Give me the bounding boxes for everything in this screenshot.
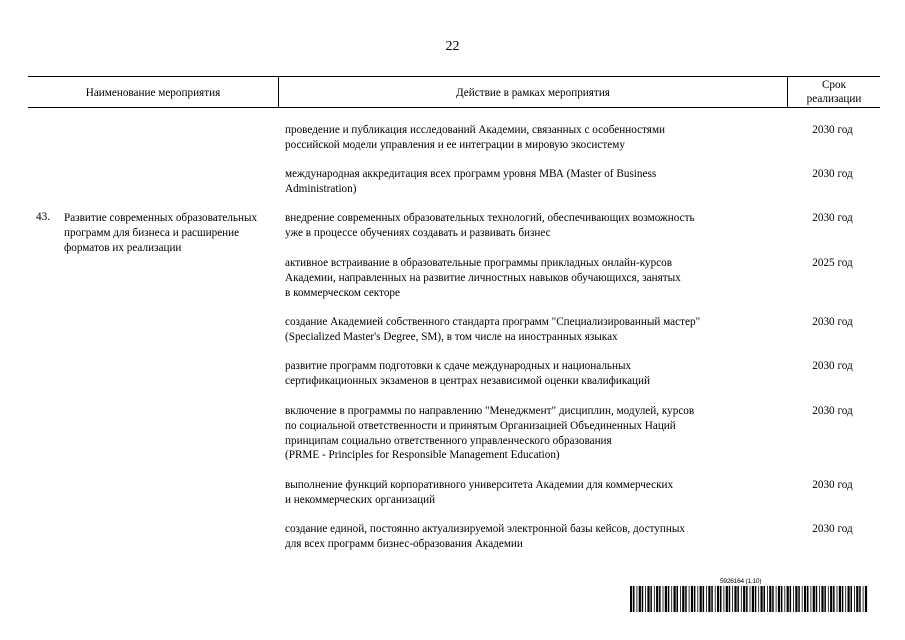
action-line: выполнение функций корпоративного университета Академии для коммерческих <box>285 479 674 491</box>
term-value: 2025 год <box>812 257 853 269</box>
barcode-bar <box>804 586 806 612</box>
header-term-line2: реализации <box>806 93 862 105</box>
barcode-bar <box>682 586 684 612</box>
barcode-bar <box>772 586 774 612</box>
header-action: Действие в рамках мероприятия <box>456 87 610 99</box>
barcode-bar <box>694 586 696 612</box>
barcode-bar <box>851 586 853 612</box>
barcode-bar <box>743 586 745 612</box>
action-line: принципам социально ответственного управленческого образования <box>285 434 612 447</box>
action-line: Administration) <box>285 182 357 195</box>
barcode-bar <box>767 586 768 612</box>
action-line: в коммерческом секторе <box>285 286 400 299</box>
action-text <box>285 256 775 300</box>
barcode-bar <box>798 586 800 612</box>
barcode-bar <box>737 586 739 612</box>
action-text <box>285 167 775 197</box>
action-line: активное встраивание в образовательные программы прикладных онлайн-курсов <box>285 257 673 269</box>
barcode-bar <box>708 586 710 612</box>
barcode-bar <box>752 586 754 612</box>
barcode-bar <box>828 586 829 612</box>
term-value: 2030 год <box>812 316 853 328</box>
action-line: и некоммерческих организаций <box>285 493 436 506</box>
barcode-bar <box>755 586 757 612</box>
barcode-bar <box>863 586 864 612</box>
barcode-bar <box>764 586 766 612</box>
action-line: (Specialized Master's Degree, SM), в том числе на иностранных языках <box>285 330 618 343</box>
barcode-bar <box>689 586 690 612</box>
barcode-bar <box>703 586 705 612</box>
barcode-bar <box>778 586 780 612</box>
barcode-bar <box>821 586 823 612</box>
barcode-bar <box>845 586 846 612</box>
barcode-bar <box>647 586 649 612</box>
barcode-bar <box>833 586 835 612</box>
barcode-bar <box>732 586 733 612</box>
barcode-bar <box>680 586 681 612</box>
barcode-bar <box>729 586 731 612</box>
action-line: развитие программ подготовки к сдаче международных и национальных <box>285 360 632 372</box>
barcode-bar <box>726 586 728 612</box>
action-line: российской модели управления и ее интеграции в мировую экосистему <box>285 138 625 151</box>
barcode-bar <box>830 586 832 612</box>
barcode-bar <box>674 586 676 612</box>
barcode-bar <box>659 586 661 612</box>
event-number: 43. <box>36 211 50 223</box>
page-number: 22 <box>445 39 460 54</box>
barcode-bar <box>724 586 725 612</box>
action-text <box>285 211 775 241</box>
barcode-bar <box>633 586 635 612</box>
barcode-bar <box>677 586 679 612</box>
barcode-bar <box>741 586 742 612</box>
barcode-bar <box>700 586 702 612</box>
barcode-bar <box>784 586 785 612</box>
action-text <box>285 315 775 345</box>
barcode-bar <box>685 586 687 612</box>
term-value: 2030 год <box>812 124 853 136</box>
barcode-bar <box>671 586 672 612</box>
action-line: (PRME - Principles for Responsible Management Education) <box>285 449 560 462</box>
barcode-bar <box>717 586 719 612</box>
barcode-bar <box>650 586 652 612</box>
header-bottom-rule <box>28 107 880 108</box>
barcode-bar <box>839 586 841 612</box>
barcode <box>630 586 868 612</box>
document-code: 5926164 (1.10) <box>720 578 762 585</box>
action-line: для всех программ бизнес-образования Академии <box>285 537 523 550</box>
barcode-bar <box>758 586 759 612</box>
barcode-bar <box>750 586 751 612</box>
term-value: 2030 год <box>812 360 853 372</box>
action-line: внедрение современных образовательных технологий, обеспечивающих возможность <box>285 212 695 224</box>
term-value: 2030 год <box>812 479 853 491</box>
action-line: создание единой, постоянно актуализируемой электронной базы кейсов, доступных <box>285 523 685 535</box>
barcode-bar <box>715 586 716 612</box>
barcode-bar <box>859 586 861 612</box>
action-text <box>285 123 775 153</box>
action-line: международная аккредитация всех программ уровня МВА (Master of Business <box>285 168 657 180</box>
barcode-bar <box>639 586 641 612</box>
barcode-bar <box>691 586 693 612</box>
barcode-bar <box>776 586 777 612</box>
barcode-bar <box>746 586 748 612</box>
action-line: уже в процессе обучениях создавать и развивать бизнес <box>285 226 551 239</box>
barcode-bar <box>781 586 783 612</box>
term-value: 2030 год <box>812 405 853 417</box>
barcode-bar <box>630 586 632 612</box>
action-line: создание Академией собственного стандарта программ "Специализированный мастер" <box>285 316 701 328</box>
header-term <box>788 78 880 106</box>
action-text <box>285 522 775 552</box>
barcode-bar <box>819 586 820 612</box>
barcode-bar <box>790 586 792 612</box>
barcode-bar <box>761 586 763 612</box>
event-title: Развитие современных образовательных программ для бизнеса и расширение форматов их реализации <box>64 212 258 254</box>
action-text <box>285 478 775 508</box>
barcode-bar <box>842 586 844 612</box>
barcode-bar <box>856 586 858 612</box>
barcode-bar <box>663 586 664 612</box>
barcode-bar <box>813 586 815 612</box>
action-text <box>285 404 775 463</box>
term-value: 2030 год <box>812 168 853 180</box>
barcode-bar <box>711 586 713 612</box>
barcode-bar <box>706 586 707 612</box>
barcode-bar <box>668 586 670 612</box>
barcode-bar <box>793 586 794 612</box>
barcode-bar <box>816 586 818 612</box>
barcode-bar <box>795 586 797 612</box>
barcode-bar <box>637 586 638 612</box>
barcode-bar <box>697 586 698 612</box>
action-line: по социальной ответственности и принятым Организацией Объединенных Наций <box>285 419 676 432</box>
barcode-bar <box>811 586 812 612</box>
barcode-bar <box>734 586 736 612</box>
action-line: проведение и публикация исследований Академии, связанных с особенностями <box>285 124 666 136</box>
term-value: 2030 год <box>812 523 853 535</box>
header-top-rule <box>28 76 880 77</box>
header-name: Наименование мероприятия <box>85 87 221 99</box>
barcode-bar <box>848 586 850 612</box>
barcode-bar <box>656 586 658 612</box>
barcode-bar <box>654 586 655 612</box>
barcode-bar <box>665 586 667 612</box>
action-line: включение в программы по направлению "Менеджмент" дисциплин, модулей, курсов <box>285 405 695 417</box>
barcode-bar <box>720 586 722 612</box>
barcode-bar <box>854 586 855 612</box>
action-text <box>285 359 775 389</box>
header-term-line1: Срок <box>821 79 847 91</box>
action-line: Академии, направленных на развитие личностных навыков обучающихся, занятых <box>285 271 681 284</box>
barcode-bar <box>837 586 838 612</box>
barcode-bar <box>824 586 826 612</box>
barcode-bar <box>787 586 789 612</box>
action-line: сертификационных экзаменов в центрах независимой оценки квалификаций <box>285 374 651 387</box>
barcode-bar <box>642 586 644 612</box>
barcode-bar <box>802 586 803 612</box>
barcode-bar <box>645 586 646 612</box>
term-value: 2030 год <box>812 212 853 224</box>
barcode-bar <box>807 586 809 612</box>
barcode-bar <box>865 586 867 612</box>
barcode-bar <box>769 586 771 612</box>
